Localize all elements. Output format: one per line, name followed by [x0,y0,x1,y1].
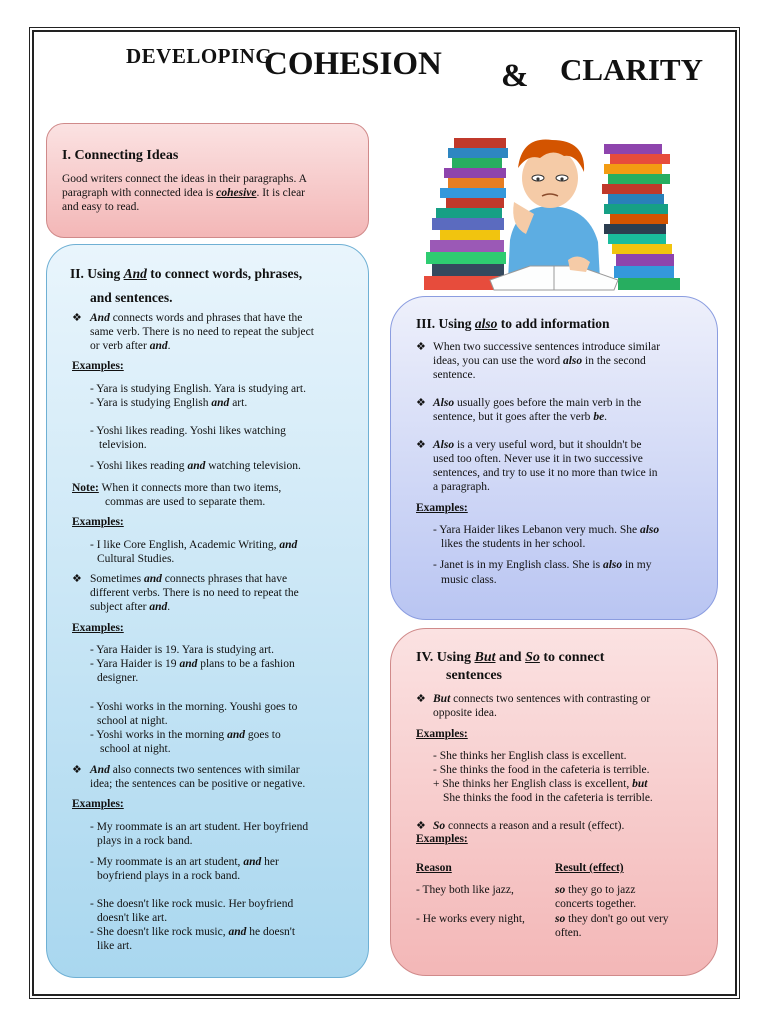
examples-label: Examples: [72,622,124,634]
section-3-heading: III. Using also to add information [416,316,610,331]
diamond-bullet-icon: ❖ [416,341,426,353]
reason-1: - They both like jazz, [416,884,514,896]
s2-p1-line3: or verb after and. [90,340,171,352]
section-4-heading-line1: IV. Using But and So to connect [416,650,605,665]
student-books-illustration [418,130,688,295]
title-developing: DEVELOPING [126,44,273,68]
s4-e3b: She thinks the food in the cafeteria is terrible. [443,792,653,804]
s2-e5a: - I like Core English, Academic Writing, and [90,539,298,551]
result-2-line2: often. [555,927,582,939]
s2-e9c: school at night. [100,743,171,755]
s3-e1b: likes the students in her school. [441,538,586,550]
s3-e2a: - Janet is in my English class. She is also in my [433,559,652,571]
s3-p1-line1: When two successive sentences introduce similar [433,341,661,353]
examples-label: Examples: [72,360,124,372]
s2-e13c: like art. [97,940,133,952]
reason-2: - He works every night, [416,913,525,925]
s2-e2: - Yara is studying English and art. [90,397,248,409]
result-1-line1: so they go to jazz [555,884,636,896]
examples-label: Examples: [416,728,468,740]
diamond-bullet-icon: ❖ [416,820,426,832]
s2-p2-line3: subject after and. [90,601,171,613]
s2-e3b: television. [99,439,147,451]
result-2-line1: so they don't go out very [555,913,669,925]
s2-e11c: boyfriend plays in a rock band. [97,870,241,882]
s3-p3-line1: Also is a very useful word, but it shouldn't be [433,439,642,451]
s2-p1-line2: same verb. There is no need to repeat the subject [90,326,314,338]
title-cohesion: COHESION [264,46,442,82]
s2-e1: - Yara is studying English. Yara is studying art. [90,383,306,395]
title-clarity: CLARITY [560,52,703,87]
s2-e8a: - Yoshi works in the morning. Youshi goes to [90,701,298,713]
title-ampersand: & [501,58,529,94]
diamond-bullet-icon: ❖ [72,573,82,585]
right-book-stack [602,144,680,290]
s2-e12a: - She doesn't like rock music. Her boyfriend [90,898,294,910]
s1-line1: Good writers connect the ideas in their paragraphs. A [62,173,307,185]
examples-label: Examples: [72,798,124,810]
s4-p2: So connects a reason and a result (effect). [433,820,625,832]
boy-figure [490,140,618,290]
s2-e12b: doesn't like art. [97,912,168,924]
left-book-stack [424,138,508,290]
s3-e1a: - Yara Haider likes Lebanon very much. She also [433,524,660,536]
s3-p1-line2: ideas, you can use the word also in the second [433,355,646,367]
s2-e4: - Yoshi likes reading and watching television. [90,460,301,472]
diamond-bullet-icon: ❖ [72,764,82,776]
diamond-bullet-icon: ❖ [416,693,426,705]
s2-p3-line1: And also connects two sentences with similar [90,764,300,776]
s1-line3: and easy to read. [62,201,140,213]
s2-e11a: - My roommate is an art student, and her [90,856,279,868]
s3-p2-line2: sentence, but it goes after the verb be. [433,411,608,423]
reason-header: Reason [416,862,452,874]
s2-p1-line1: And connects words and phrases that have the [90,312,303,324]
s2-e7c: designer. [97,672,139,684]
s2-e9a: - Yoshi works in the morning and goes to [90,729,281,741]
diamond-bullet-icon: ❖ [416,397,426,409]
s2-e10b: plays in a rock band. [97,835,193,847]
result-header: Result (effect) [555,862,624,874]
s2-p2-line2: different verbs. There is no need to repeat the [90,587,299,599]
s2-p3-line2: idea; the sentences can be positive or negative. [90,778,306,790]
s4-e1: - She thinks her English class is excellent. [433,750,627,762]
s4-p1-line2: opposite idea. [433,707,497,719]
s2-e6: - Yara Haider is 19. Yara is studying art. [90,644,274,656]
s2-p2-line1: Sometimes and connects phrases that have [90,573,288,585]
s3-p3-line3: sentences, and try to use it no more than twice in [433,467,658,479]
section-1-heading: I. Connecting Ideas [62,148,179,163]
diamond-bullet-icon: ❖ [416,439,426,451]
s3-p1-line3: sentence. [433,369,476,381]
s3-p3-line4: a paragraph. [433,481,490,493]
s4-e2: - She thinks the food in the cafeteria is terrible. [433,764,650,776]
s3-p2-line1: Also usually goes before the main verb in the [433,397,642,409]
section-4-heading-line2: sentences [446,668,502,683]
s2-note-line2: commas are used to separate them. [105,496,266,508]
section-2-heading-line1: II. Using And to connect words, phrases, [70,266,303,281]
s2-e3a: - Yoshi likes reading. Yoshi likes watching [90,425,286,437]
examples-label: Examples: [72,516,124,528]
s4-p1-line1: But connects two sentences with contrasting or [433,693,651,705]
s2-e13a: - She doesn't like rock music, and he doesn't [90,926,296,938]
s3-p3-line2: used too often. Never use it in two successive [433,453,643,465]
s2-e8b: school at night. [97,715,168,727]
examples-label: Examples: [416,502,468,514]
s2-e10a: - My roommate is an art student. Her boyfriend [90,821,309,833]
examples-label: Examples: [416,833,468,845]
s4-e3a: + She thinks her English class is excellent, but [433,778,648,790]
s2-note-line1: Note: When it connects more than two items, [72,482,282,494]
s3-e2c: music class. [441,574,497,586]
diamond-bullet-icon: ❖ [72,312,82,324]
s1-line2: paragraph with connected idea is cohesive. It is clear [62,187,306,199]
s2-e7a: - Yara Haider is 19 and plans to be a fashion [90,658,295,670]
section-2-heading-line2: and sentences. [90,290,173,305]
s2-e5b: Cultural Studies. [97,553,175,565]
result-1-line2: concerts together. [555,898,637,910]
